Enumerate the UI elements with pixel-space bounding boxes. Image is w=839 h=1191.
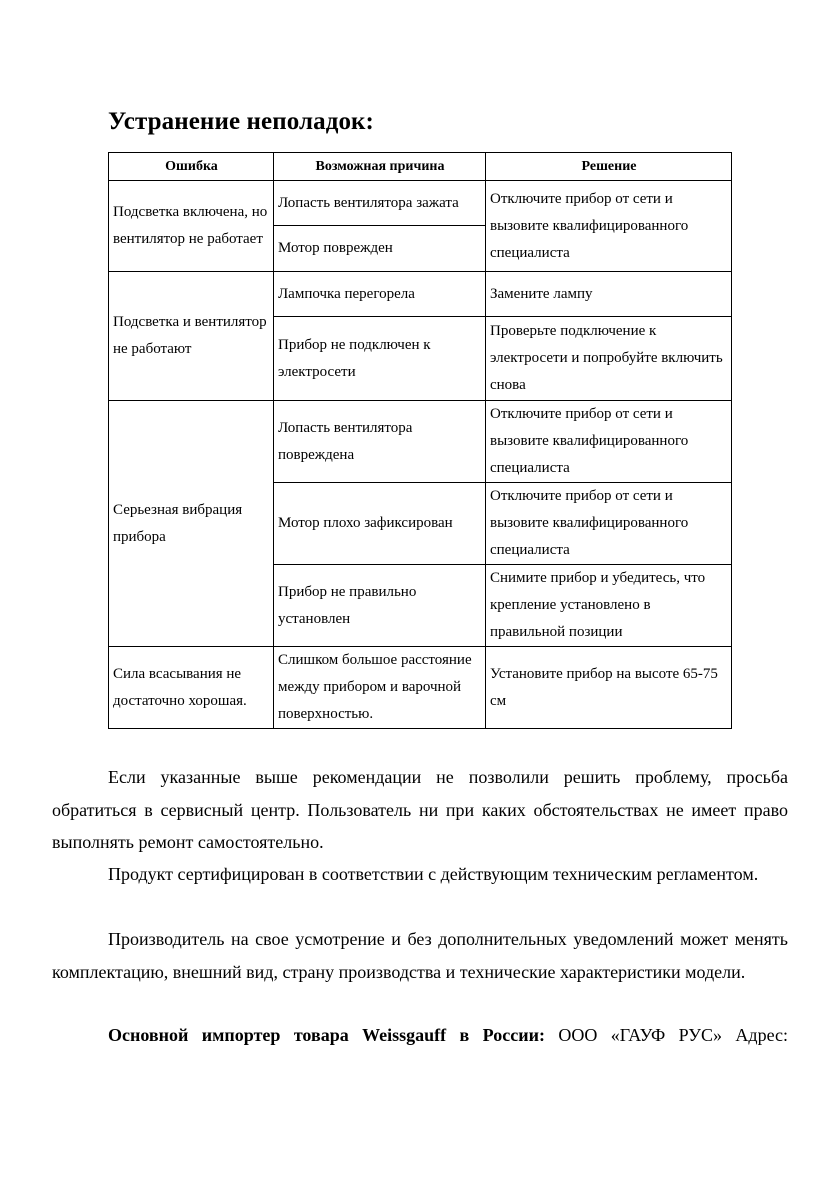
paragraph-text: Если указанные выше рекомендации не позволили решить проблему, просьба обратиться в сервисный центр. Пользователь ни при каких обстоятельствах не имеет право выполнять ремонт самостоятельно. (52, 767, 788, 852)
table-row (109, 647, 732, 729)
header-solution: Решение (486, 153, 732, 181)
paragraph-certification (52, 858, 788, 891)
solution-cell: Отключите прибор от сети и вызовите квалифицированного специалиста (486, 181, 732, 272)
solution-cell: Установите прибор на высоте 65-75 см (486, 647, 732, 729)
solution-cell: Отключите прибор от сети и вызовите квалифицированного специалиста (486, 401, 732, 483)
header-cause: Возможная причина (274, 153, 486, 181)
cause-cell: Мотор поврежден (274, 226, 486, 272)
importer-text: ООО «ГАУФ РУС» Адрес: (544, 1025, 788, 1045)
page-title: Устранение неполадок: (108, 108, 374, 135)
cause-cell: Слишком большое расстояние между прибором и варочной поверхностью. (274, 647, 486, 729)
cause-cell: Лампочка перегорела (274, 272, 486, 317)
paragraph-manufacturer-rights (52, 923, 788, 988)
error-cell: Подсветка и вентилятор не работают (109, 272, 274, 401)
paragraph-text: Производитель на свое усмотрение и без дополнительных уведомлений может менять комплектацию, внешний вид, страну производства и технические характеристики модели. (52, 929, 788, 982)
table-row (109, 181, 732, 226)
solution-cell: Отключите прибор от сети и вызовите квалифицированного специалиста (486, 483, 732, 565)
solution-cell: Проверьте подключение к электросети и попробуйте включить снова (486, 317, 732, 401)
importer-label: Основной импортер товара Weissgauff в России: (108, 1025, 545, 1045)
troubleshooting-table (108, 152, 732, 729)
header-error: Ошибка (109, 153, 274, 181)
cause-cell: Лопасть вентилятора зажата (274, 181, 486, 226)
error-cell: Подсветка включена, но вентилятор не работает (109, 181, 274, 272)
table-header-row (109, 153, 732, 181)
table-row (109, 401, 732, 483)
error-cell: Серьезная вибрация прибора (109, 401, 274, 647)
cause-cell: Прибор не правильно установлен (274, 565, 486, 647)
solution-cell: Замените лампу (486, 272, 732, 317)
cause-cell: Лопасть вентилятора повреждена (274, 401, 486, 483)
cause-cell: Мотор плохо зафиксирован (274, 483, 486, 565)
table-row (109, 272, 732, 317)
paragraph-service-center (52, 761, 788, 859)
paragraph-text: Продукт сертифицирован в соответствии с действующим техническим регламентом. (108, 864, 759, 884)
cause-cell: Прибор не подключен к электросети (274, 317, 486, 401)
solution-cell: Снимите прибор и убедитесь, что крепление установлено в правильной позиции (486, 565, 732, 647)
paragraph-importer (52, 1019, 788, 1052)
error-cell: Сила всасывания не достаточно хорошая. (109, 647, 274, 729)
